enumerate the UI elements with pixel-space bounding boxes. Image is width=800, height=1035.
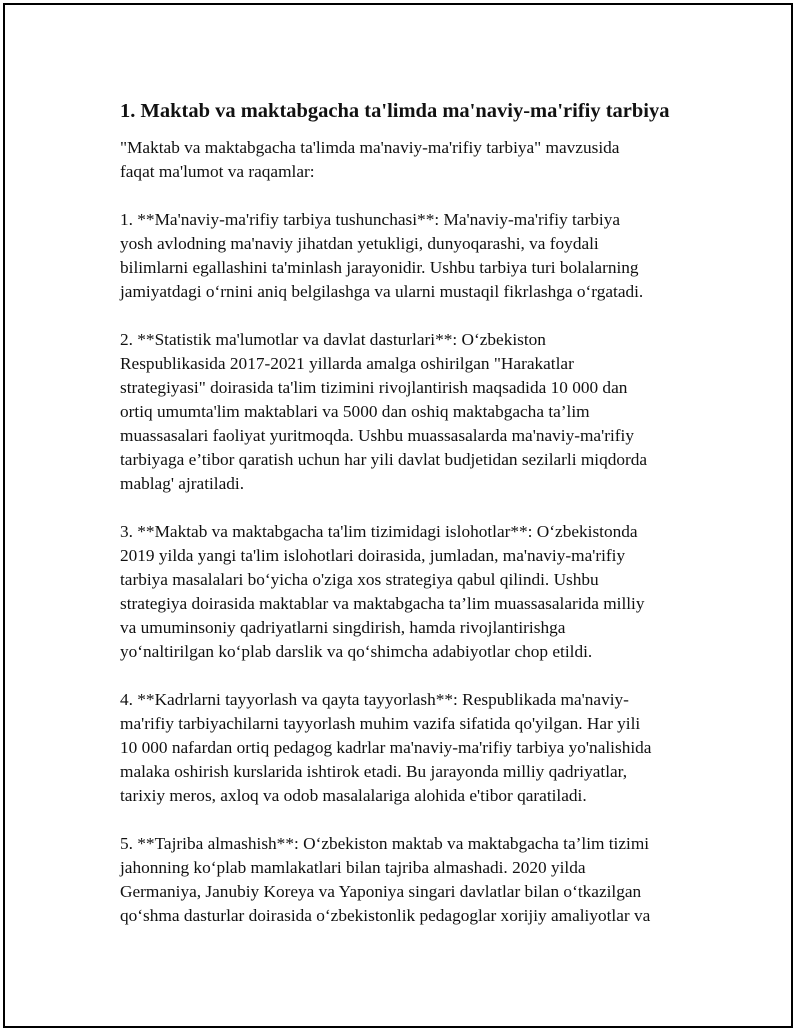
document-title: 1. Maktab va maktabgacha ta'limda ma'naviy-ma'rifiy tarbiya (120, 100, 670, 122)
paragraph-statistics: 2. **Statistik ma'lumotlar va davlat dasturlari**: O‘zbekiston Respublikasida 2017-2021 yillarda amalga oshirilgan "Harakatlar strategiyasi" doirasida ta'lim tizimini rivojlantirish maqsadida 10 000 dan ortiq umumta'lim maktablari va 5000 dan oshiq maktabgacha ta’lim muassasalari faoliyat yuritmoqda. Ushbu muassasalarda ma'naviy-ma'rifiy tarbiyaga e’tibor qaratish uchun har yili davlat budjetidan sezilarli miqdorda mablag' ajratiladi. (120, 330, 648, 493)
paragraph-reforms: 3. **Maktab va maktabgacha ta'lim tizimidagi islohotlar**: O‘zbekistonda 2019 yilda yangi ta'lim islohotlari doirasida, jumladan, ma'naviy-ma'rifiy tarbiya masalalari bo‘yicha o'ziga xos strategiya qabul qilindi. Ushbu strategiya doirasida maktablar va maktabgacha ta’lim muassasalarida milliy va umuminsoniy qadriyatlarni singdirish, hamda rivojlantirishga yo‘naltirilgan ko‘plab darslik va qo‘shimcha adabiyotlar chop etildi. (120, 522, 645, 661)
paragraph-concept: 1. **Ma'naviy-ma'rifiy tarbiya tushunchasi**: Ma'naviy-ma'rifiy tarbiya yosh avlodning ma'naviy jihatdan yetukligi, dunyoqarashi, va foydali bilimlarni egallashini ta'minlash jarayonidir. Ushbu tarbiya turi bolalarning jamiyatdagi o‘rnini aniq belgilashga va ularni mustaqil fikrlashga o‘rgatadi. (120, 210, 644, 301)
intro-paragraph: "Maktab va maktabgacha ta'limda ma'naviy-ma'rifiy tarbiya" mavzusida faqat ma'lumot va raqamlar: (120, 138, 620, 181)
document-page (3, 3, 793, 1028)
paragraph-experience-exchange: 5. **Tajriba almashish**: O‘zbekiston maktab va maktabgacha ta’lim tizimi jahonning ko‘plab mamlakatlari bilan tajriba almashadi. 2020 yilda Germaniya, Janubiy Koreya va Yaponiya singari davlatlar bilan o‘tkazilgan qo‘shma dasturlar doirasida o‘zbekistonlik pedagoglar xorijiy amaliyotlar va (120, 834, 651, 925)
paragraph-staff-training: 4. **Kadrlarni tayyorlash va qayta tayyorlash**: Respublikada ma'naviy- ma'rifiy tarbiyachilarni tayyorlash muhim vazifa sifatida qo'yilgan. Har yili 10 000 nafardan ortiq pedagog kadrlar ma'naviy-ma'rifiy tarbiya yo'nalishida malaka oshirish kurslarida ishtirok etadi. Bu jarayonda milliy qadriyatlar, tarixiy meros, axloq va odob masalalariga alohida e'tibor qaratiladi. (120, 690, 652, 805)
document-body (120, 97, 700, 952)
